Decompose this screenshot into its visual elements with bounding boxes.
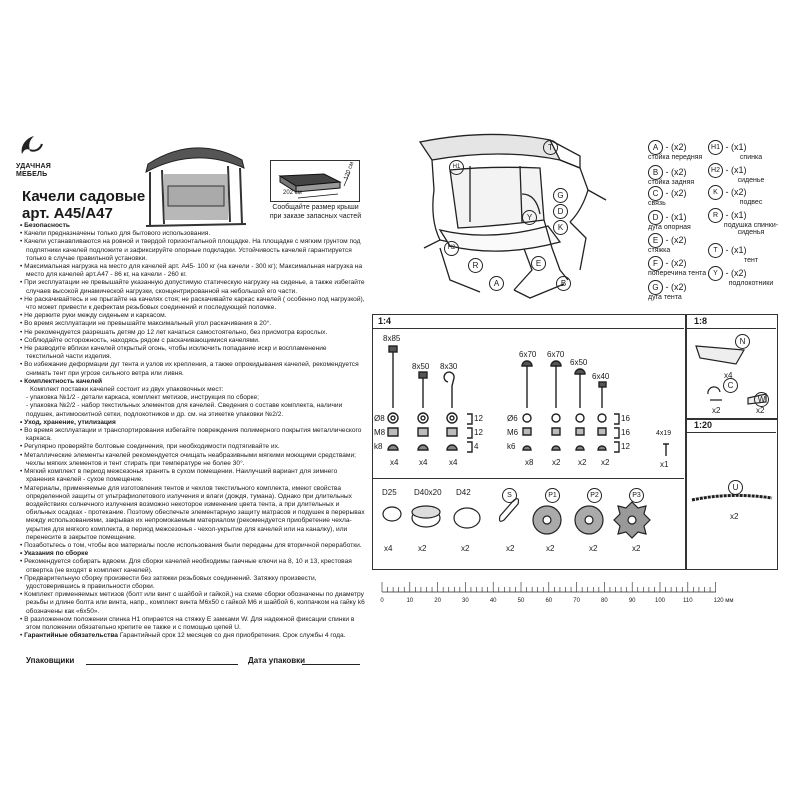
diagram-label-g: G: [553, 188, 568, 203]
diagram-label-y: Y: [522, 210, 537, 225]
screw-label: 4x19: [656, 430, 672, 437]
legend-letter: T: [708, 243, 723, 258]
bolt-label: 6x50: [570, 358, 588, 367]
side-qty-w: x2: [756, 406, 765, 415]
legend-letter: Y: [708, 266, 723, 281]
row-label: Ø6: [507, 414, 518, 423]
legend-name: стяжка: [648, 247, 671, 254]
ruler-label: 60: [545, 598, 553, 604]
bolt-label: 6x70: [547, 350, 565, 359]
bolt-qty: x2: [552, 458, 561, 467]
cap-label: D25: [382, 488, 397, 497]
heading-assembly: • Указания по сборке: [20, 550, 365, 558]
safety-item: • Не рекомендуется разрешать детям до 12 лет качаться самостоятельно, без присмотра взрослых.: [20, 329, 365, 337]
care-item: • Регулярно проверяйте болтовые соединения, при необходимости подтягивайте их.: [20, 443, 365, 451]
logo-line1: УДАЧНАЯ: [16, 163, 51, 170]
chain-qty: x2: [730, 512, 739, 521]
swing-photo: [140, 134, 250, 234]
legend-letter: B: [648, 165, 663, 180]
cap-label: D42: [456, 488, 471, 497]
care-item: • Во время эксплуатации и транспортирования избегайте повреждения полимерного покрытия металлического каркаса.: [20, 427, 365, 443]
count-6: 16: [621, 414, 630, 423]
roof-dim-depth: 120 см: [343, 161, 356, 181]
legend-item: [708, 266, 747, 281]
legend-letter: H2: [708, 163, 723, 178]
cap-qty: x2: [461, 544, 470, 553]
bolt-qty: x8: [525, 458, 534, 467]
kit-line: Комплект поставки качелей состоит из двух упаковочных мест:: [30, 386, 224, 394]
roof-caption-1: Сообщайте размер крыши: [272, 204, 359, 211]
row-label: k6: [507, 442, 516, 451]
side-qty-c: x2: [712, 406, 721, 415]
side-label-w: W: [754, 392, 769, 407]
date-line: [302, 664, 360, 665]
assembly-item: • В разложенном положении спинка H1 опирается на стяжку E замками W. Для надежной фиксации спинки в этом положении обязательно крепите ее также и с помощью цепей U.: [20, 616, 365, 632]
roof-dim-width: 202 см: [283, 190, 302, 196]
bolt-label: 8x30: [440, 362, 458, 371]
legend-item: [648, 165, 687, 180]
heading-kit: • Комплектность качелей: [20, 378, 365, 386]
safety-item: • Во избежание деформации дуг тента и узлов их крепления, а также опрокидывания качелей, рекомендуется снимать тент при угрозе сильного ветра или ливня.: [20, 361, 365, 377]
ruler-label: 70: [573, 598, 580, 604]
legend-item: [648, 280, 687, 295]
cap-letter: P1: [545, 488, 560, 503]
legend-item: [648, 233, 687, 248]
legend-letter: H1: [708, 140, 723, 155]
screw-qty: x1: [660, 460, 669, 469]
legend-item: [648, 186, 687, 201]
legend-name: связь: [648, 200, 666, 207]
ruler-label: 20: [434, 598, 441, 604]
legend-qty: - (x1): [725, 209, 747, 220]
legend-qty: - (x2): [665, 281, 687, 292]
safety-item: • При эксплуатации не превышайте указанную допустимую статическую нагрузку на сиденье, а также избегайте случаев высокой динамической нагрузки, сконцентрированной на небольшой его части.: [20, 279, 365, 295]
logo: [16, 132, 76, 179]
legend-letter: K: [708, 185, 723, 200]
warranty-text: Гарантийный срок 12 месяцев со дня приобретения. Срок службы 4 года.: [119, 632, 346, 640]
diagram-label-b: B: [556, 276, 571, 291]
row-label: Ø8: [374, 414, 385, 423]
cap-label: [587, 488, 602, 503]
legend-name: подушка спинки-сиденья: [723, 222, 779, 236]
legend-qty: - (x2): [665, 257, 687, 268]
diagram-label-a: A: [489, 276, 504, 291]
row-label: k8: [374, 442, 383, 451]
bolt-label: 6x40: [592, 372, 610, 381]
assembly-item: • Предварительную сборку произвести без затяжки резьбовых соединений. Затяжку произвести, удостоверившись в правильности сборки.: [20, 575, 365, 591]
legend-qty: - (x1): [725, 164, 747, 175]
diagram-label-h1: H1: [449, 160, 464, 175]
row-label: M8: [374, 428, 386, 437]
legend-name: спинка: [739, 154, 763, 161]
legend-item: [648, 256, 687, 271]
legend-letter: D: [648, 210, 663, 225]
cap-label: [502, 488, 517, 503]
legend-qty: - (x2): [725, 186, 747, 197]
chain-label-u: U: [728, 480, 743, 495]
page-title-line1: Качели садовые: [22, 188, 146, 205]
safety-item: • Не разводите вблизи качелей открытый огонь, чтобы исключить попадание искр и воспламенение текстильной части изделия.: [20, 345, 365, 361]
count-6: 12: [621, 442, 630, 451]
legend-letter: A: [648, 140, 663, 155]
cap-qty: x2: [589, 544, 598, 553]
kit-line: - упаковка №2/2 - набор текстильных элементов для качелей. Сведения о составе комплекта, наличии подушек, антимоскитной сетки, подлокотников и др. см. на этикетке упаковки №2/2.: [26, 402, 343, 418]
cap-qty: x2: [506, 544, 515, 553]
count-8: 4: [474, 442, 479, 451]
heading-care: • Уход, хранение, утилизация: [20, 419, 365, 427]
heading-safety: • Безопасность: [20, 222, 365, 230]
diagram-label-e: E: [531, 256, 546, 271]
bolt-label: 8x85: [383, 334, 401, 343]
ruler-label: 30: [462, 598, 469, 604]
diagram-label-k: K: [553, 220, 568, 235]
diagram-label-h2: H2: [444, 241, 459, 256]
ruler-label: 80: [601, 598, 608, 604]
ruler-label: 10: [406, 598, 414, 604]
bolt-qty: x4: [449, 458, 458, 467]
legend-item: [708, 243, 747, 258]
cap-qty: x2: [546, 544, 555, 553]
legend-item: [648, 140, 687, 155]
safety-item: • Не раскачивайтесь и не прыгайте на качелях стоя; не раскачивайте каркас качелей ( особенно под нагрузкой), что может привести к дефектам резьбовых соединений и последующей поломке.: [20, 296, 365, 312]
assembly-item: • Рекомендуется собирать вдвоем. Для сборки качелей необходимы гаечные ключи на 8, 10 и 13, крестовая отвертка (не входят в комплект качелей).: [20, 558, 365, 574]
care-item: • Позаботьтесь о том, чтобы все материалы после использования были переданы для вторичной переработки.: [20, 542, 365, 550]
side-qty-n: x4: [724, 371, 733, 380]
roof-caption-2: при заказе запасных частей: [269, 213, 362, 220]
legend-name: поперечина тента: [648, 270, 707, 277]
count-6: 16: [621, 428, 630, 437]
legend-item: [708, 140, 747, 155]
cap-qty: x4: [384, 544, 393, 553]
ruler: [380, 580, 750, 596]
cap-label: [545, 488, 560, 503]
legend-qty: - (x1): [725, 244, 747, 255]
cap-qty: x2: [418, 544, 427, 553]
legend-qty: - (x2): [665, 141, 687, 152]
cap-letter: S: [502, 488, 517, 503]
ruler-label: 50: [517, 598, 525, 604]
ruler-label: 40: [489, 598, 497, 604]
legend-name: стойка передняя: [648, 154, 703, 161]
legend-name: дуга опорная: [648, 224, 691, 231]
ruler-label: 0: [380, 598, 384, 604]
instructions-text: [20, 222, 365, 640]
cap-qty: x2: [632, 544, 641, 553]
side-label-c: C: [723, 378, 738, 393]
cap-label: D40x20: [414, 488, 442, 497]
count-8: 12: [474, 428, 483, 437]
date-label: Дата упаковки: [248, 656, 306, 665]
packers-line: [86, 664, 238, 665]
scale-main: 1:4: [378, 316, 392, 326]
legend-item: [648, 210, 687, 225]
logo-icon: [16, 132, 46, 158]
care-item: • Мягкий комплект в период межсезонья хранить в сухом помещении. Наилучший вариант для зимнего хранения качелей - сухое помещение.: [20, 468, 365, 484]
scale-chain: 1:20: [694, 420, 713, 430]
diagram-label-d: D: [553, 204, 568, 219]
scale-side: 1:8: [694, 316, 708, 326]
legend-name: подлокотники: [728, 280, 774, 287]
cap-label: [629, 488, 644, 503]
side-label-n: N: [735, 334, 750, 349]
ruler-label: 100: [654, 598, 666, 604]
diagram-label-r: R: [468, 258, 483, 273]
packers-label: Упаковщики: [26, 656, 75, 665]
safety-item: • Не держите руки между сиденьем и каркасом.: [20, 312, 365, 320]
logo-line2: МЕБЕЛЬ: [16, 171, 48, 178]
row-label: M6: [507, 428, 519, 437]
legend-name: сиденье: [737, 177, 765, 184]
bolt-qty: x4: [419, 458, 428, 467]
legend-qty: - (x2): [665, 166, 687, 177]
legend-letter: E: [648, 233, 663, 248]
safety-item: • Качели устанавливаются на ровной и твердой горизонтальной площадке. На площадке с мягким грунтом под подпятники качелей подложите и зафиксируйте опорные подкладки. Устойчивость качелей гарантируется только в случае правильной установки.: [20, 238, 365, 263]
care-item: • Материалы, применяемые для изготовления тентов и чехлов текстильного комплекта, имеют свойства определенной защиты от ультрафиолетового излучения и влаги (дождя, тумана). Однако при длительных воздействиях солнечного излучения возможно некоторое изменение цвета тента, а при длительных и обильных осадках - протекание. Поэтому обеспечьте элементарную защиту матрасов и подушек в перерывах между использованиями, закрывая их непромокаемым материалом (рекомендуется приобретение чехла-укрытия для мягкого комплекта, в период межсезонья - чехол-укрытие для качелей или на каналку), или перенесите в закрытое помещение.: [20, 485, 365, 542]
ruler-label: 90: [628, 598, 636, 604]
legend-qty: - (x1): [725, 141, 747, 152]
legend-qty: - (x2): [665, 234, 687, 245]
legend-item: [708, 163, 747, 178]
ruler-label: 110: [683, 598, 693, 604]
legend-qty: - (x2): [665, 187, 687, 198]
bolt-label: 8x50: [412, 362, 430, 371]
legend-letter: F: [648, 256, 663, 271]
safety-item: • Качели предназначены только для бытового использования.: [20, 230, 365, 238]
bolt-qty: x2: [601, 458, 610, 467]
legend-letter: G: [648, 280, 663, 295]
legend-qty: - (x1): [665, 211, 687, 222]
legend-item: [708, 208, 747, 223]
legend-letter: R: [708, 208, 723, 223]
assembly-item: • Комплект применяемых метизов (болт или винт с шайбой и гайкой,) на схеме сборки обозначены по диаметру резьбы и длине болта или винта, напр., комплект винта М6х50 с гайкой М6 и шайбой 6, колпачком на гайку k6 обозначены как «6х50».: [20, 591, 365, 616]
cap-letter: P3: [629, 488, 644, 503]
safety-item: • Соблюдайте осторожность, находясь рядом с раскачивающимися качелями.: [20, 337, 365, 345]
kit-line: - упаковка №1/2 - детали каркаса, комплект метизов, инструкция по сборке;: [26, 394, 260, 402]
safety-item: • Во время эксплуатации не превышайте максимальный угол раскачивания в 20°.: [20, 320, 365, 328]
legend-name: тент: [743, 257, 759, 264]
safety-item: • Максимальная нагрузка на место для качелей арт. А45- 100 кг (на качели - 300 кг); Максимальная нагрузка на место для качелей арт.А47 - 86 кг, на качели - 260 кг.: [20, 263, 365, 279]
assembly-diagram: [410, 130, 630, 305]
page-title-line2: арт. А45/А47: [22, 205, 113, 222]
cap-letter: P2: [587, 488, 602, 503]
legend-name: стойка задняя: [648, 179, 695, 186]
bolt-label: 6x70: [519, 350, 537, 359]
legend-name: подвес: [739, 199, 763, 206]
bolt-qty: x4: [390, 458, 399, 467]
legend-letter: C: [648, 186, 663, 201]
heading-warranty: Гарантийные обязательства: [24, 632, 118, 640]
ruler-label: 120 мм: [713, 598, 734, 604]
bolt-qty: x2: [578, 458, 587, 467]
care-item: • Металлические элементы качелей рекомендуется очищать неабразивными мягкими моющими средствами; чехлы мягких элементов и тент стирать при температуре не более 30°.: [20, 452, 365, 468]
count-8: 12: [474, 414, 483, 423]
legend-item: [708, 185, 747, 200]
legend-name: дуга тента: [648, 294, 682, 301]
legend-qty: - (x2): [725, 267, 747, 278]
diagram-label-t: T: [543, 140, 558, 155]
